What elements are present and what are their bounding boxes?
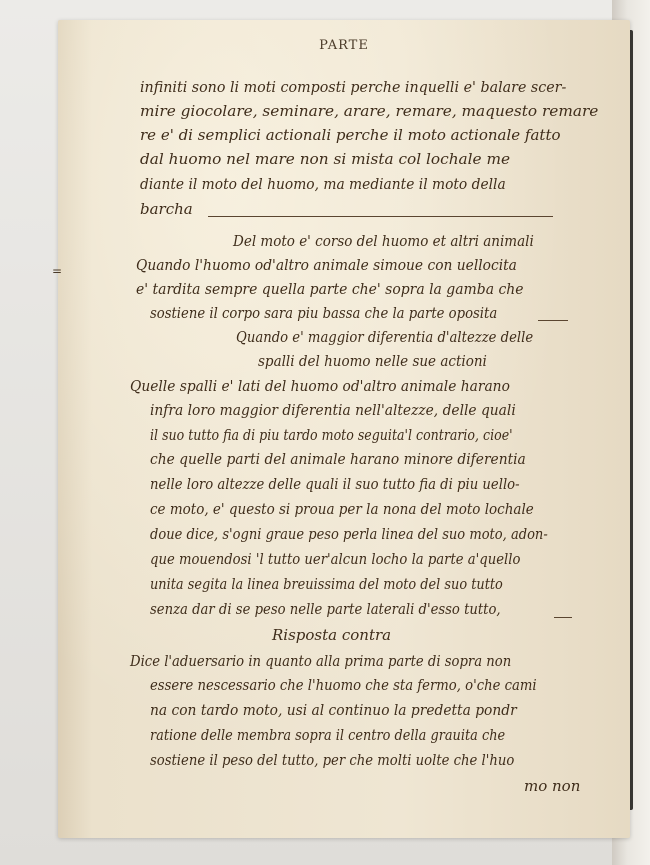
text-line: ce moto, e' questo si proua per la nona del moto lochale bbox=[150, 500, 534, 518]
text-line: dal huomo nel mare non si mista col lochale me bbox=[140, 150, 511, 168]
section-heading: spalli del huomo nelle sue actioni bbox=[258, 352, 487, 370]
catchword: mo non bbox=[524, 777, 581, 795]
section-rule bbox=[208, 216, 553, 217]
text-line: sostiene il peso del tutto, per che molti uolte che l'huo bbox=[150, 751, 515, 769]
section-heading: Quando e' maggior diferentia d'altezze delle bbox=[236, 328, 534, 346]
margin-mark: = bbox=[52, 264, 63, 278]
text-line: infra loro maggior diferentia nell'altezze, delle quali bbox=[150, 401, 516, 419]
text-line: Dice l'aduersario in quanto alla prima parte di sopra non bbox=[130, 652, 512, 670]
section-rule bbox=[554, 617, 572, 618]
section-rule bbox=[538, 320, 568, 321]
text-line: sostiene il corpo sara piu bassa che la parte oposita bbox=[150, 304, 498, 322]
text-line: mire giocolare, seminare, arare, remare, maquesto remare bbox=[140, 102, 599, 120]
text-line: re e' di semplici actionali perche il moto actionale fatto bbox=[140, 126, 561, 144]
text-line: Quando l'huomo od'altro animale simoue con uellocita bbox=[136, 256, 517, 274]
text-line: na con tardo moto, usi al continuo la predetta pondr bbox=[150, 701, 517, 719]
page-header: PARTE bbox=[319, 38, 369, 53]
text-line: infiniti sono li moti composti perche inquelli e' balare scer- bbox=[140, 78, 567, 96]
text-line: e' tardita sempre quella parte che' sopra la gamba che bbox=[136, 280, 524, 298]
text-line: diante il moto del huomo, ma mediante il moto della bbox=[140, 175, 506, 193]
text-line: il suo tutto fia di piu tardo moto seguita'l contrario, cioe' bbox=[150, 426, 513, 444]
text-line: unita segita la linea breuissima del moto del suo tutto bbox=[150, 575, 503, 593]
text-line: Quelle spalli e' lati del huomo od'altro animale harano bbox=[130, 377, 510, 395]
text-line: essere nescessario che l'huomo che sta fermo, o'che cami bbox=[150, 676, 537, 694]
text-line: doue dice, s'ogni graue peso perla linea del suo moto, adon- bbox=[150, 525, 548, 543]
text-line: nelle loro altezze delle quali il suo tutto fia di piu uello- bbox=[150, 475, 520, 493]
text-line: ratione delle membra sopra il centro della grauita che bbox=[150, 726, 506, 744]
text-line: senza dar di se peso nelle parte laterali d'esso tutto, bbox=[150, 600, 501, 618]
section-heading: Risposta contra bbox=[272, 626, 392, 644]
text-line: que mouendosi 'l tutto uer'alcun locho la parte a'quello bbox=[150, 550, 521, 568]
section-heading: Del moto e' corso del huomo et altri animali bbox=[233, 232, 534, 250]
text-line: barcha bbox=[140, 200, 193, 218]
manuscript-page bbox=[58, 20, 630, 838]
text-line: che quelle parti del animale harano minore diferentia bbox=[150, 450, 526, 468]
